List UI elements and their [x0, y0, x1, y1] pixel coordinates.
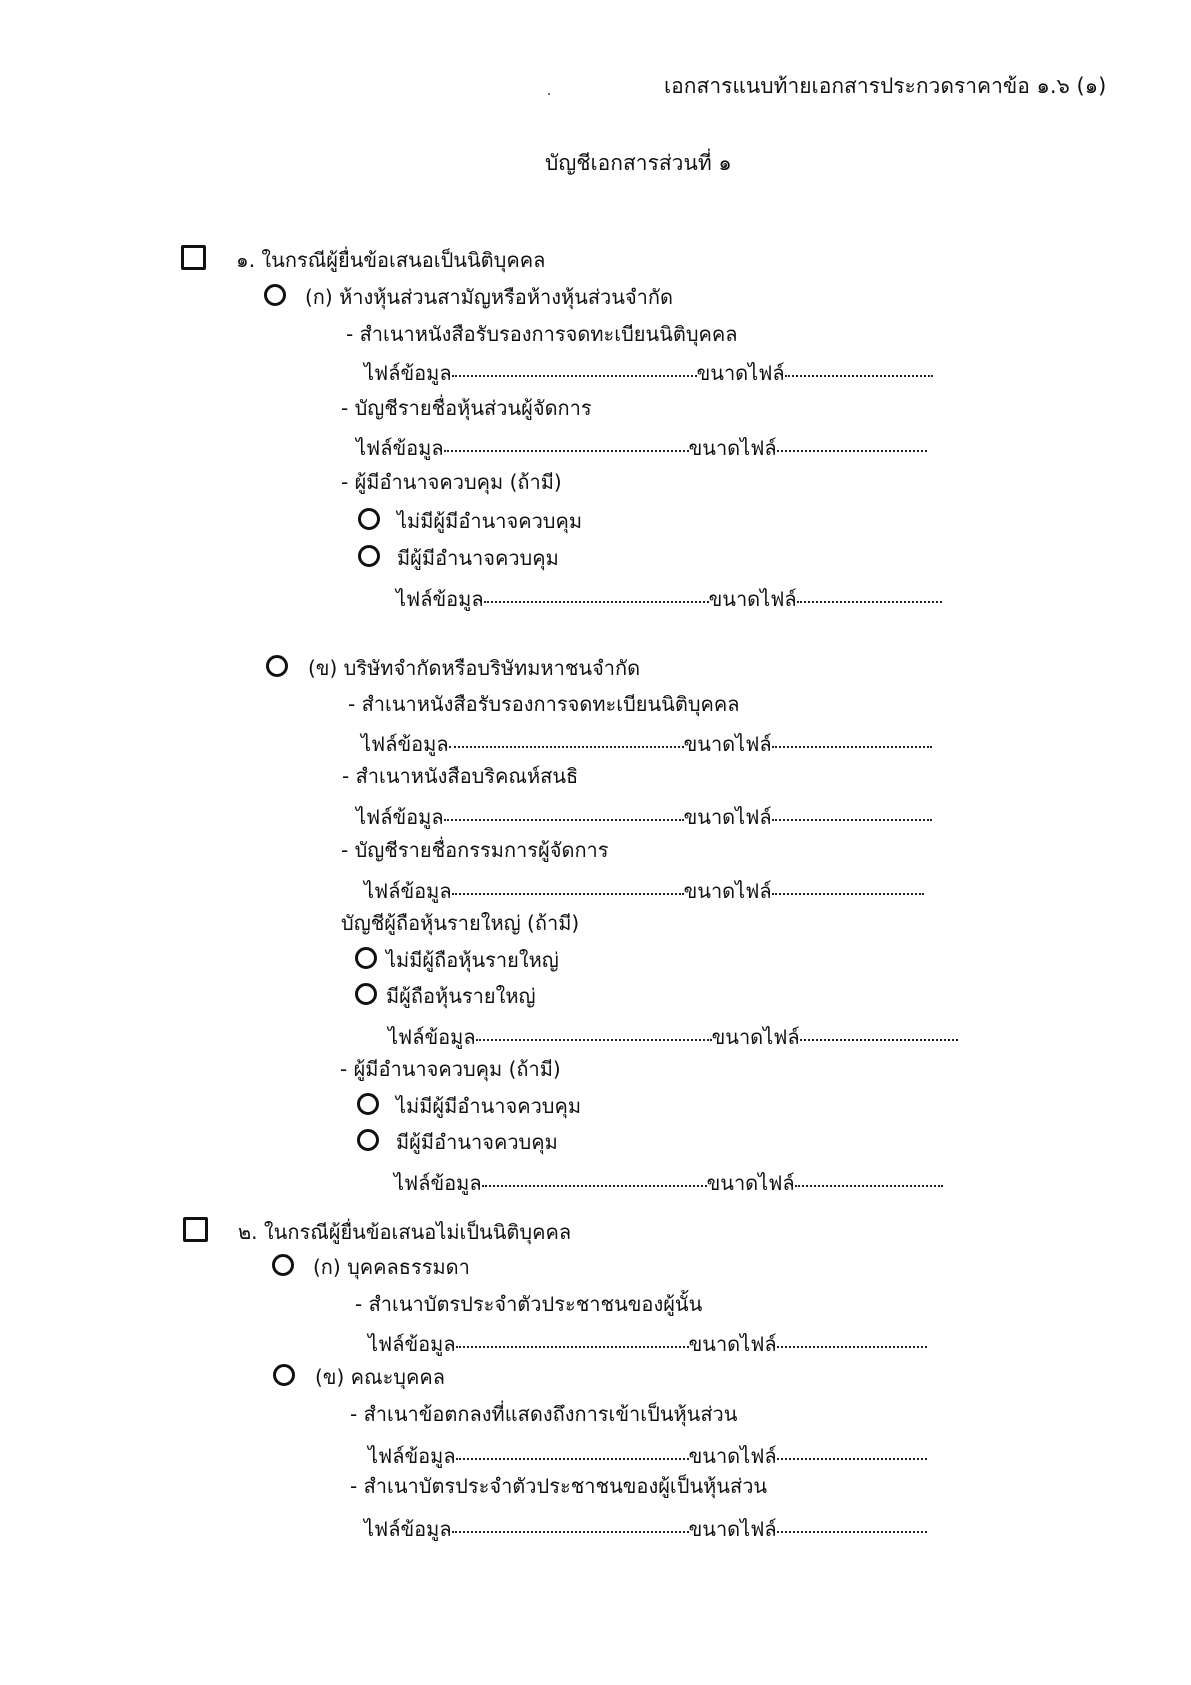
size-label: ขนาดไฟล์ [688, 1444, 777, 1468]
size-label: ขนาดไฟล์ [683, 879, 772, 903]
size-label: ขนาดไฟล์ [688, 1332, 777, 1356]
section1-b-opt-has: มีผู้มีอำนาจควบคุม [396, 1130, 558, 1154]
section1-checkbox[interactable] [181, 245, 206, 270]
section1-a-item2-file-row [356, 432, 927, 464]
section1-a-item1-file-row [364, 357, 933, 389]
section1-a-controller-file-row [396, 583, 942, 615]
section1-b-item4: บัญชีผู้ถือหุ้นรายใหญ่ (ถ้ามี) [341, 911, 580, 935]
file-size-field[interactable] [797, 600, 942, 603]
file-label: ไฟล์ข้อมูล [368, 1444, 456, 1468]
section1-a-has-controller-radio[interactable] [358, 545, 380, 567]
file-name-field[interactable] [444, 449, 689, 452]
section1-a-item1: - สำเนาหนังสือรับรองการจดทะเบียนนิติบุคคล [346, 322, 738, 346]
section2-a-heading: (ก) บุคคลธรรมดา [313, 1255, 470, 1279]
file-label: ไฟล์ข้อมูล [396, 587, 484, 611]
section1-a-opt-has: มีผู้มีอำนาจควบคุม [397, 546, 559, 570]
section1-b-item3: - บัญชีรายชื่อกรรมการผู้จัดการ [341, 838, 609, 862]
section1-b-has-shareholder-radio[interactable] [355, 983, 377, 1005]
file-label: ไฟล์ข้อมูล [356, 805, 444, 829]
file-size-field[interactable] [772, 892, 924, 895]
file-label: ไฟล์ข้อมูล [361, 732, 449, 756]
file-size-field[interactable] [772, 745, 932, 748]
section1-a-item3: - ผู้มีอำนาจควบคุม (ถ้ามี) [341, 470, 562, 494]
section1-b-no-controller-radio[interactable] [357, 1093, 379, 1115]
section1-b-item2-file-row [356, 801, 932, 833]
file-name-field[interactable] [484, 600, 709, 603]
size-label: ขนาดไฟล์ [688, 1517, 777, 1541]
section2-b-item2-file-row [364, 1513, 927, 1545]
section1-b-item3-file-row [364, 875, 924, 907]
section2-b-item1: - สำเนาข้อตกลงที่แสดงถึงการเข้าเป็นหุ้นส่วน [350, 1402, 738, 1426]
file-name-field[interactable] [456, 1457, 689, 1460]
section1-b-opt-sh-has: มีผู้ถือหุ้นรายใหญ่ [386, 984, 536, 1008]
section1-a-item2: - บัญชีรายชื่อหุ้นส่วนผู้จัดการ [341, 396, 592, 420]
file-label: ไฟล์ข้อมูล [388, 1025, 476, 1049]
file-name-field[interactable] [452, 374, 697, 377]
size-label: ขนาดไฟล์ [706, 1171, 795, 1195]
file-label: ไฟล์ข้อมูล [356, 436, 444, 460]
size-label: ขนาดไฟล์ [683, 805, 772, 829]
file-label: ไฟล์ข้อมูล [364, 879, 452, 903]
file-size-field[interactable] [795, 1184, 943, 1187]
section2-b-heading: (ข) คณะบุคคล [315, 1365, 446, 1389]
file-name-field[interactable] [476, 1038, 712, 1041]
file-name-field[interactable] [444, 818, 684, 821]
section1-b-heading: (ข) บริษัทจำกัดหรือบริษัทมหาชนจำกัด [308, 656, 641, 680]
file-name-field[interactable] [452, 892, 684, 895]
document-reference: เอกสารแนบท้ายเอกสารประกวดราคาข้อ ๑.๖ (๑) [664, 74, 1107, 98]
page-title: บัญชีเอกสารส่วนที่ ๑ [545, 151, 732, 175]
file-size-field[interactable] [777, 1345, 927, 1348]
size-label: ขนาดไฟล์ [696, 361, 785, 385]
file-size-field[interactable] [777, 1530, 927, 1533]
size-label: ขนาดไฟล์ [708, 587, 797, 611]
scan-speck [548, 93, 550, 95]
file-size-field[interactable] [800, 1038, 958, 1041]
section1-b-opt-none: ไม่มีผู้มีอำนาจควบคุม [396, 1094, 582, 1118]
file-size-field[interactable] [785, 374, 933, 377]
file-label: ไฟล์ข้อมูล [368, 1332, 456, 1356]
section2-b-item2: - สำเนาบัตรประจำตัวประชาชนของผู้เป็นหุ้นส่วน [350, 1474, 768, 1498]
file-name-field[interactable] [452, 1530, 689, 1533]
section2-heading: ๒. ในกรณีผู้ยื่นข้อเสนอไม่เป็นนิติบุคคล [238, 1220, 572, 1244]
file-label: ไฟล์ข้อมูล [364, 361, 452, 385]
section1-a-heading: (ก) ห้างหุ้นส่วนสามัญหรือห้างหุ้นส่วนจำกัด [305, 285, 674, 309]
file-size-field[interactable] [777, 449, 927, 452]
file-name-field[interactable] [482, 1184, 707, 1187]
section1-b-item1: - สำเนาหนังสือรับรองการจดทะเบียนนิติบุคคล [348, 692, 740, 716]
section1-b-shareholder-file-row [388, 1021, 958, 1053]
section1-b-controller-file-row [394, 1167, 943, 1199]
size-label: ขนาดไฟล์ [688, 436, 777, 460]
section1-b-item2: - สำเนาหนังสือบริคณห์สนธิ [342, 764, 579, 788]
section1-b-radio[interactable] [266, 655, 288, 677]
file-size-field[interactable] [772, 818, 932, 821]
file-size-field[interactable] [777, 1457, 927, 1460]
section1-heading: ๑. ในกรณีผู้ยื่นข้อเสนอเป็นนิติบุคคล [236, 248, 546, 272]
section1-b-no-shareholder-radio[interactable] [355, 947, 377, 969]
section1-b-item5: - ผู้มีอำนาจควบคุม (ถ้ามี) [340, 1057, 561, 1081]
section2-b-radio[interactable] [273, 1364, 295, 1386]
section2-a-item1-file-row [368, 1328, 927, 1360]
file-label: ไฟล์ข้อมูล [394, 1171, 482, 1195]
section2-checkbox[interactable] [183, 1217, 208, 1242]
section1-a-radio[interactable] [264, 284, 286, 306]
section1-b-opt-sh-none: ไม่มีผู้ถือหุ้นรายใหญ่ [386, 948, 559, 972]
section1-b-item1-file-row [361, 728, 932, 760]
section1-a-opt-none: ไม่มีผู้มีอำนาจควบคุม [397, 509, 583, 533]
section2-b-item1-file-row [368, 1440, 927, 1472]
file-label: ไฟล์ข้อมูล [364, 1517, 452, 1541]
section1-b-has-controller-radio[interactable] [357, 1129, 379, 1151]
file-name-field[interactable] [449, 745, 684, 748]
section2-a-radio[interactable] [272, 1254, 294, 1276]
size-label: ขนาดไฟล์ [711, 1025, 800, 1049]
section2-a-item1: - สำเนาบัตรประจำตัวประชาชนของผู้นั้น [355, 1292, 703, 1316]
size-label: ขนาดไฟล์ [683, 732, 772, 756]
file-name-field[interactable] [456, 1345, 689, 1348]
section1-a-no-controller-radio[interactable] [358, 508, 380, 530]
